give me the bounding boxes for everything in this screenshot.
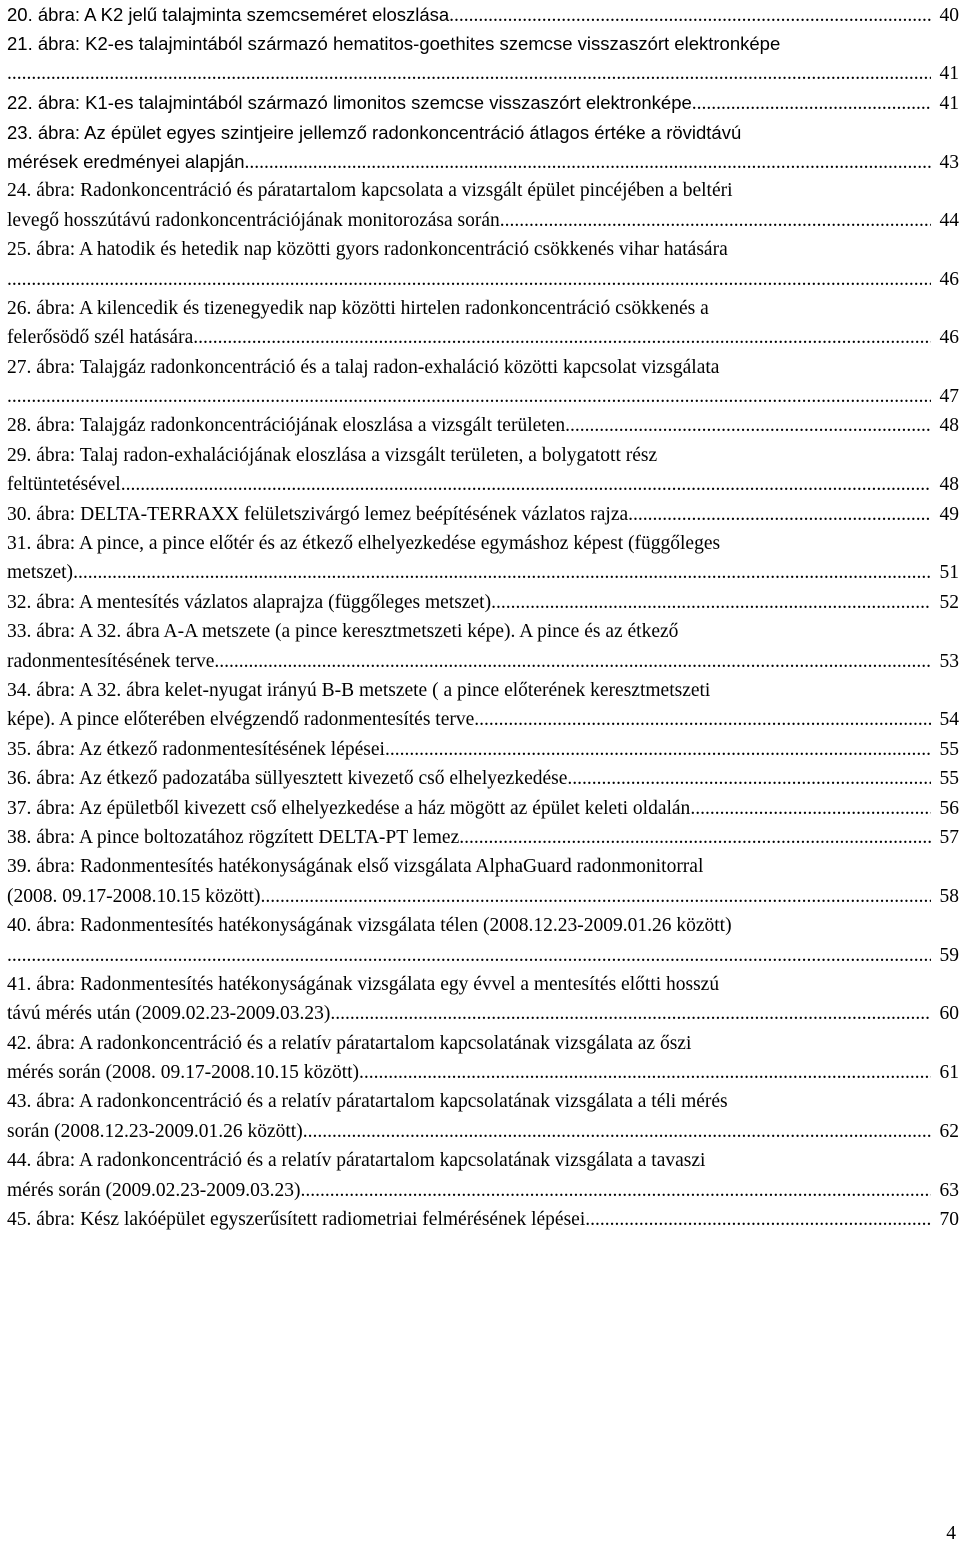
toc-entry-page: 54 xyxy=(939,709,959,731)
toc-entry-title: 42. ábra: A radonkoncentráció és a relatív páratartalom kapcsolatának vizsgálata az őszi xyxy=(7,1032,692,1054)
toc-entry-title: 34. ábra: A 32. ábra kelet-nyugat irányú B-B metszete ( a pince előterének keresztmetszeti xyxy=(7,679,711,701)
toc-entry-title: mérés során (2009.02.23-2009.03.23) xyxy=(7,1179,301,1201)
toc-entry[interactable] xyxy=(7,794,959,823)
toc-entry-page: 46 xyxy=(939,268,959,290)
dot-leader xyxy=(474,705,931,734)
dot-leader xyxy=(449,1,931,30)
toc-entry-title: során (2008.12.23-2009.01.26 között) xyxy=(7,1120,303,1142)
toc-entry[interactable] xyxy=(7,1029,959,1088)
toc-entry[interactable] xyxy=(7,441,959,500)
toc-entry-page: 62 xyxy=(939,1120,959,1142)
dot-leader xyxy=(565,411,931,440)
toc-entry-page: 44 xyxy=(939,209,959,231)
toc-entry-title: képe). A pince előterében elvégzendő radonmentesítés terve xyxy=(7,709,475,731)
dot-leader xyxy=(491,588,931,617)
toc-entry-title: 41. ábra: Radonmentesítés hatékonyságának vizsgálata egy évvel a mentesítés előtti hosszú xyxy=(7,973,720,995)
toc-entry-title: 35. ábra: Az étkező radonmentesítésének lépései xyxy=(7,738,385,760)
toc-entry[interactable] xyxy=(7,1146,959,1205)
toc-entry[interactable] xyxy=(7,852,959,911)
toc-entry-title: 25. ábra: A hatodik és hetedik nap közötti gyors radonkoncentráció csökkenés vihar hatására xyxy=(7,239,728,261)
toc-entry-title: 29. ábra: Talaj radon-exhalációjának eloszlása a vizsgált területen, a bolygatott rész xyxy=(7,444,658,466)
toc-entry[interactable] xyxy=(7,235,959,294)
toc-entry[interactable] xyxy=(7,1087,959,1146)
toc-entry-title: 39. ábra: Radonmentesítés hatékonyságának első vizsgálata AlphaGuard radonmonitorral xyxy=(7,856,704,878)
toc-entry-title: 20. ábra: A K2 jelű talajminta szemcseméret eloszlása xyxy=(7,4,450,25)
toc-entry-title: 31. ábra: A pince, a pince előtér és az étkező elhelyezkedése egymáshoz képest (függőleges xyxy=(7,533,721,555)
dot-leader xyxy=(303,1117,931,1146)
toc-entry[interactable] xyxy=(7,764,959,793)
dot-leader xyxy=(7,941,931,970)
toc-entry-title: 24. ábra: Radonkoncentráció és páratartalom kapcsolata a vizsgált épület pincéjében a beltéri xyxy=(7,180,733,202)
toc-entry[interactable] xyxy=(7,529,959,588)
toc-entry-page: 58 xyxy=(939,885,959,907)
toc-entry[interactable] xyxy=(7,353,959,412)
dot-leader xyxy=(121,470,931,499)
toc-entry-title: 21. ábra: K2-es talajmintából származó hematitos-goethites szemcse visszaszórt elektronképe xyxy=(7,33,781,55)
list-of-figures xyxy=(7,0,959,1234)
toc-entry[interactable] xyxy=(7,411,959,440)
toc-entry-page: 48 xyxy=(939,415,959,437)
toc-entry[interactable] xyxy=(7,676,959,735)
toc-entry[interactable] xyxy=(7,0,959,29)
toc-entry-page: 43 xyxy=(939,151,959,173)
dot-leader xyxy=(330,999,931,1028)
toc-entry[interactable] xyxy=(7,1205,959,1234)
dot-leader xyxy=(628,500,931,529)
toc-entry-page: 41 xyxy=(939,62,959,84)
toc-entry[interactable] xyxy=(7,29,959,88)
toc-entry-title: 27. ábra: Talajgáz radonkoncentráció és a talaj radon-exhaláció közötti kapcsolat vizsgálata xyxy=(7,356,720,378)
toc-entry-title: 37. ábra: Az épületből kivezett cső elhelyezkedése a ház mögött az épület keleti oldalán xyxy=(7,797,691,819)
dot-leader xyxy=(73,558,931,587)
toc-entry[interactable] xyxy=(7,911,959,970)
toc-entry[interactable] xyxy=(7,88,959,117)
toc-entry-title: 26. ábra: A kilencedik és tizenegyedik nap közötti hirtelen radonkoncentráció csökkenés a xyxy=(7,297,709,319)
toc-entry-title: 33. ábra: A 32. ábra A-A metszete (a pince keresztmetszeti képe). A pince és az étkező xyxy=(7,621,679,643)
dot-leader xyxy=(260,882,931,911)
toc-entry-title: 44. ábra: A radonkoncentráció és a relatív páratartalom kapcsolatának vizsgálata a tavaszi xyxy=(7,1150,706,1172)
page-number: 4 xyxy=(946,1523,956,1544)
toc-entry-page: 60 xyxy=(939,1003,959,1025)
toc-entry-title: 36. ábra: Az étkező padozatába süllyesztett kivezető cső elhelyezkedése xyxy=(7,768,568,790)
toc-entry[interactable] xyxy=(7,617,959,676)
toc-entry-title: 32. ábra: A mentesítés vázlatos alaprajza (függőleges metszet) xyxy=(7,591,492,613)
toc-entry-page: 41 xyxy=(939,93,959,115)
toc-entry-title: távú mérés után (2009.02.23-2009.03.23) xyxy=(7,1003,331,1025)
dot-leader xyxy=(193,323,931,352)
toc-entry[interactable] xyxy=(7,588,959,617)
dot-leader xyxy=(7,265,931,294)
toc-entry-title: mérések eredményei alapján xyxy=(7,150,245,172)
toc-entry-page: 61 xyxy=(939,1062,959,1084)
toc-entry-title: 38. ábra: A pince boltozatához rögzített DELTA-PT lemez xyxy=(7,826,460,848)
toc-entry-title: 40. ábra: Radonmentesítés hatékonyságának vizsgálata télen (2008.12.23-2009.01.26 között) xyxy=(7,915,732,937)
dot-leader xyxy=(301,1176,931,1205)
toc-entry-title: mérés során (2008. 09.17-2008.10.15 között) xyxy=(7,1062,360,1084)
toc-entry-title: 23. ábra: Az épület egyes szintjeire jellemző radonkoncentráció átlagos értéke a rövidtávú xyxy=(7,121,742,143)
dot-leader xyxy=(567,764,931,793)
toc-entry-title: radonmentesítésének terve xyxy=(7,650,215,672)
toc-entry-title: 45. ábra: Kész lakóépület egyszerűsített radiometriai felmérésének lépései xyxy=(7,1209,586,1231)
toc-entry[interactable] xyxy=(7,970,959,1029)
toc-entry-title: 28. ábra: Talajgáz radonkoncentrációjának eloszlása a vizsgált területen xyxy=(7,415,566,437)
toc-entry-title: 22. ábra: K1-es talajmintából származó limonitos szemcse visszaszórt elektronképe xyxy=(7,92,692,114)
toc-entry-page: 59 xyxy=(939,944,959,966)
dot-leader xyxy=(359,1058,931,1087)
toc-entry-page: 55 xyxy=(939,738,959,760)
toc-entry-page: 63 xyxy=(939,1179,959,1201)
toc-entry-title: levegő hosszútávú radonkoncentrációjának monitorozása során xyxy=(7,209,500,231)
toc-entry-title: 30. ábra: DELTA-TERRAXX felületszivárgó lemez beépítésének vázlatos rajza xyxy=(7,503,629,525)
dot-leader xyxy=(385,735,931,764)
dot-leader xyxy=(690,794,931,823)
dot-leader xyxy=(692,89,931,118)
toc-entry-page: 56 xyxy=(939,797,959,819)
toc-entry[interactable] xyxy=(7,294,959,353)
toc-entry-page: 46 xyxy=(939,327,959,349)
toc-entry-title: 43. ábra: A radonkoncentráció és a relatív páratartalom kapcsolatának vizsgálata a téli mérés xyxy=(7,1091,728,1113)
dot-leader xyxy=(500,206,931,235)
dot-leader xyxy=(585,1205,931,1234)
toc-entry-page: 51 xyxy=(939,562,959,584)
toc-entry-title: (2008. 09.17-2008.10.15 között) xyxy=(7,885,261,907)
dot-leader xyxy=(245,148,931,177)
dot-leader xyxy=(459,823,931,852)
toc-entry[interactable] xyxy=(7,176,959,235)
toc-entry-title: feltüntetésével xyxy=(7,474,121,496)
toc-entry-page: 40 xyxy=(939,5,959,26)
toc-entry-page: 57 xyxy=(939,826,959,848)
toc-entry-page: 47 xyxy=(939,386,959,408)
toc-entry-title: metszet) xyxy=(7,562,74,584)
toc-entry[interactable] xyxy=(7,500,959,529)
dot-leader xyxy=(7,59,931,88)
toc-entry-page: 70 xyxy=(939,1209,959,1231)
toc-entry-page: 53 xyxy=(939,650,959,672)
dot-leader xyxy=(7,382,931,411)
toc-entry[interactable] xyxy=(7,823,959,852)
toc-entry-page: 55 xyxy=(939,768,959,790)
toc-entry-title: felerősödő szél hatására xyxy=(7,327,194,349)
toc-entry-page: 52 xyxy=(939,591,959,613)
dot-leader xyxy=(214,647,931,676)
toc-entry[interactable] xyxy=(7,735,959,764)
toc-entry[interactable] xyxy=(7,118,959,177)
toc-entry-page: 48 xyxy=(939,474,959,496)
toc-entry-page: 49 xyxy=(939,503,959,525)
